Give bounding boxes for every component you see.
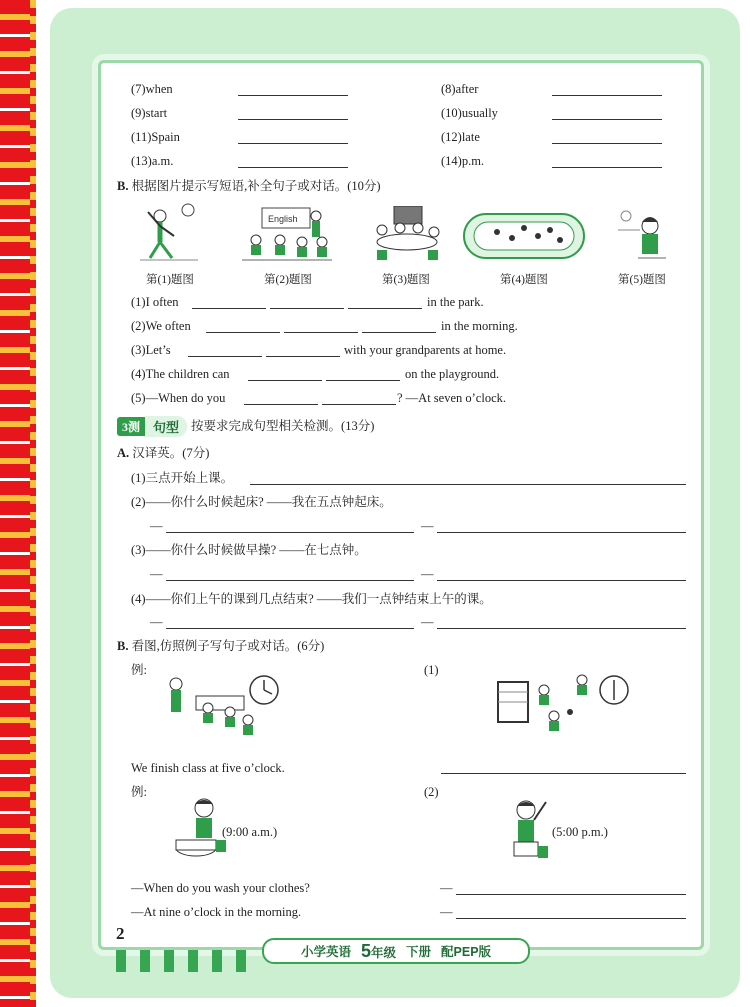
section-label: B. <box>117 639 129 653</box>
dash: — <box>440 905 453 919</box>
dash: — <box>150 567 163 581</box>
answer-line[interactable] <box>248 380 322 381</box>
section-heading <box>117 178 381 194</box>
answer-line[interactable] <box>206 332 280 333</box>
fill-sentence-end: in the morning. <box>441 319 518 333</box>
picture-exercise-icon <box>138 198 208 266</box>
vocab-item: (8)after <box>441 82 479 96</box>
dash: — <box>150 615 163 629</box>
answer-line[interactable] <box>456 918 686 919</box>
translation-prompt: (4)——你们上午的课到几点结束? ——我们一点钟结束上午的课。 <box>131 592 492 606</box>
section-heading <box>117 638 324 654</box>
answer-line[interactable] <box>437 628 686 629</box>
answer-line[interactable] <box>284 332 358 333</box>
footer-grade-number: 5 <box>360 940 371 961</box>
answer-line[interactable] <box>238 119 348 120</box>
picture-girl-icon <box>618 206 670 264</box>
footer-term: 下册 <box>406 945 432 959</box>
section-description: 按要求完成句型相关检测。(13分) <box>191 419 375 433</box>
section-title: 看图,仿照例子写句子或对话。(6分) <box>131 639 325 653</box>
answer-line[interactable] <box>238 95 348 96</box>
answer-line[interactable] <box>238 167 348 168</box>
footer-edition: 配PEP版 <box>441 945 492 959</box>
fill-sentence-end: ? —At seven o’clock. <box>397 391 506 405</box>
picture-playground-icon <box>462 208 586 264</box>
section-keyword: 句型 <box>145 416 187 437</box>
answer-line[interactable] <box>244 404 318 405</box>
answer-line[interactable] <box>192 308 266 309</box>
translation-prompt: (3)——你什么时候做早操? ——在七点钟。 <box>131 543 367 557</box>
answer-line[interactable] <box>166 628 414 629</box>
example-question: —When do you wash your clothes? <box>131 881 310 895</box>
answer-line[interactable] <box>250 484 686 485</box>
answer-line[interactable] <box>188 356 262 357</box>
answer-line[interactable] <box>266 356 340 357</box>
dash: — <box>421 519 434 533</box>
dash: — <box>421 567 434 581</box>
footer-grade: 年级 <box>370 945 396 960</box>
svg-text:English: English <box>268 214 298 224</box>
fill-sentence-start: (5)—When do you <box>131 391 226 405</box>
answer-line[interactable] <box>166 580 414 581</box>
example-answer: —At nine o’clock in the morning. <box>131 905 302 919</box>
answer-line[interactable] <box>437 532 686 533</box>
section-title: 根据图片提示写短语,补全句子或对话。(10分) <box>131 179 381 193</box>
answer-line[interactable] <box>552 167 662 168</box>
example-sentence: We finish class at five o’clock. <box>131 761 285 775</box>
section-badge <box>117 416 374 436</box>
decorative-ribbon <box>0 0 36 1007</box>
dash: — <box>150 519 163 533</box>
picture-caption: 第(1)题图 <box>146 274 194 286</box>
section-title: 汉译英。(7分) <box>132 446 210 460</box>
answer-line[interactable] <box>552 95 662 96</box>
vocab-item: (11)Spain <box>131 130 180 144</box>
answer-line[interactable] <box>270 308 344 309</box>
fill-sentence-end: with your grandparents at home. <box>344 343 507 357</box>
fill-sentence-start: (2)We often <box>131 319 191 333</box>
dash: — <box>440 881 453 895</box>
vocab-item: (12)late <box>441 130 480 144</box>
translation-prompt: (2)——你什么时候起床? ——我在五点钟起床。 <box>131 495 392 509</box>
answer-line[interactable] <box>362 332 436 333</box>
picture-caption: 第(3)题图 <box>382 274 430 286</box>
fill-sentence-start: (1)I often <box>131 295 179 309</box>
answer-line[interactable] <box>437 580 686 581</box>
page-number: 2 <box>116 924 125 943</box>
fill-sentence-start: (3)Let’s <box>131 343 171 357</box>
section-heading <box>117 445 209 461</box>
picture-english-class-icon <box>242 206 332 264</box>
fill-sentence-start: (4)The children can <box>131 367 230 381</box>
section-label: B. <box>117 179 129 193</box>
vocab-item: (9)start <box>131 106 168 120</box>
answer-line[interactable] <box>552 143 662 144</box>
answer-line[interactable] <box>441 773 686 774</box>
picture-caption: 第(5)题图 <box>618 274 666 286</box>
section-label: A. <box>117 446 130 460</box>
picture-classroom-clock-icon <box>160 672 284 742</box>
picture-family-dinner-icon <box>372 206 442 262</box>
answer-line[interactable] <box>348 308 422 309</box>
answer-line[interactable] <box>326 380 400 381</box>
answer-line[interactable] <box>322 404 396 405</box>
fill-sentence-end: in the park. <box>427 295 484 309</box>
answer-line[interactable] <box>166 532 414 533</box>
vocab-item: (10)usually <box>441 106 498 120</box>
example-label: 例: <box>131 663 147 677</box>
picture-caption: 第(2)题图 <box>264 274 312 286</box>
footer-subject: 小学英语 <box>300 945 351 959</box>
vocab-item: (7)when <box>131 82 173 96</box>
answer-line[interactable] <box>552 119 662 120</box>
decorative-bars <box>116 950 246 972</box>
question-number: (2) <box>424 785 439 799</box>
question-time: (5:00 p.m.) <box>552 825 608 839</box>
example-time: (9:00 a.m.) <box>222 825 278 839</box>
picture-caption: 第(4)题图 <box>500 274 548 286</box>
picture-football-clock-icon <box>494 672 634 738</box>
answer-line[interactable] <box>456 894 686 895</box>
answer-line[interactable] <box>238 143 348 144</box>
translation-prompt: (1)三点开始上课。 <box>131 471 234 485</box>
dash: — <box>421 615 434 629</box>
question-number: (1) <box>424 663 439 677</box>
example-label: 例: <box>131 785 147 799</box>
vocab-item: (14)p.m. <box>441 154 485 168</box>
vocab-item: (13)a.m. <box>131 154 174 168</box>
section-number: 3测 <box>117 417 145 436</box>
fill-sentence-end: on the playground. <box>405 367 500 381</box>
footer-banner <box>262 938 530 964</box>
